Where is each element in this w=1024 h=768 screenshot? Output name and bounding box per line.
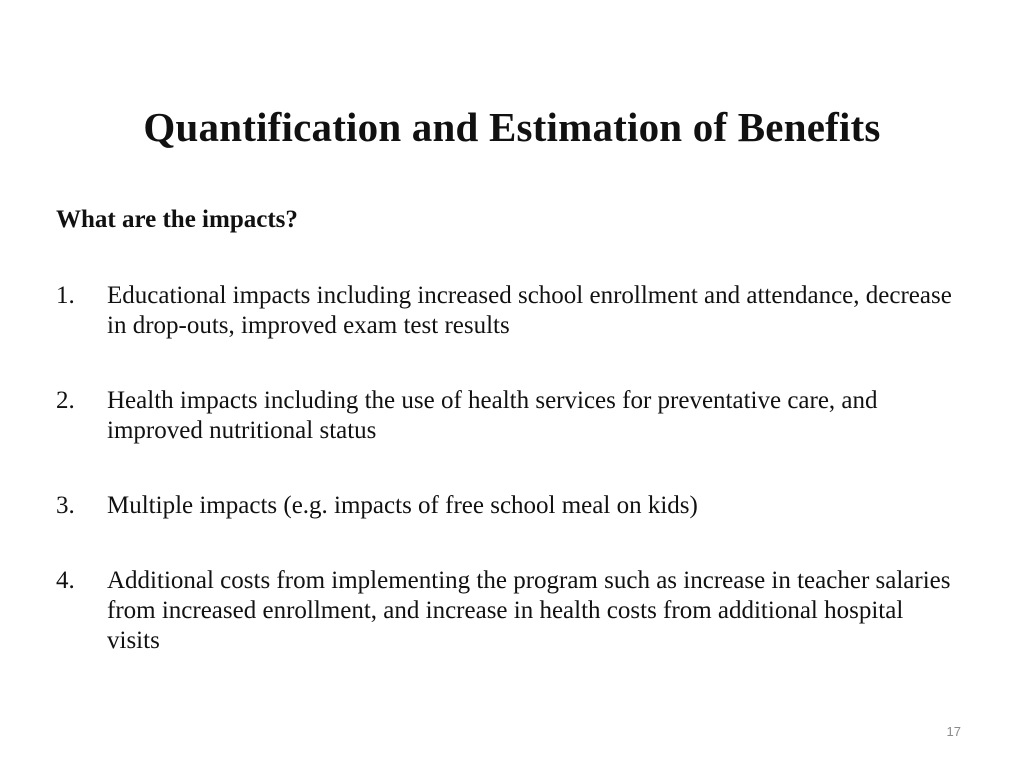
impact-item-text: Additional costs from implementing the program such as increase in teacher salaries from increased enrollment, and increase in health costs from additional hospital visits bbox=[107, 567, 951, 654]
impact-item-3 bbox=[56, 491, 956, 521]
impact-item-number: 4. bbox=[56, 567, 75, 594]
impact-item-number: 3. bbox=[56, 492, 75, 519]
impact-item-text: Health impacts including the use of health services for preventative care, and improved nutritional status bbox=[107, 387, 878, 444]
impact-item-4 bbox=[56, 566, 956, 656]
slide-title: Quantification and Estimation of Benefits bbox=[143, 104, 881, 150]
page-number: 17 bbox=[946, 724, 961, 739]
impact-item-text: Multiple impacts (e.g. impacts of free school meal on kids) bbox=[107, 492, 698, 519]
impacts-list bbox=[56, 281, 956, 656]
impact-item-number: 2. bbox=[56, 387, 75, 414]
impact-item-1 bbox=[56, 281, 956, 341]
impact-item-text: Educational impacts including increased school enrollment and attendance, decrease in drop-outs, improved exam test results bbox=[107, 282, 952, 339]
impact-item-2 bbox=[56, 386, 956, 446]
impacts-question-heading: What are the impacts? bbox=[56, 206, 298, 233]
impact-item-number: 1. bbox=[56, 282, 75, 309]
